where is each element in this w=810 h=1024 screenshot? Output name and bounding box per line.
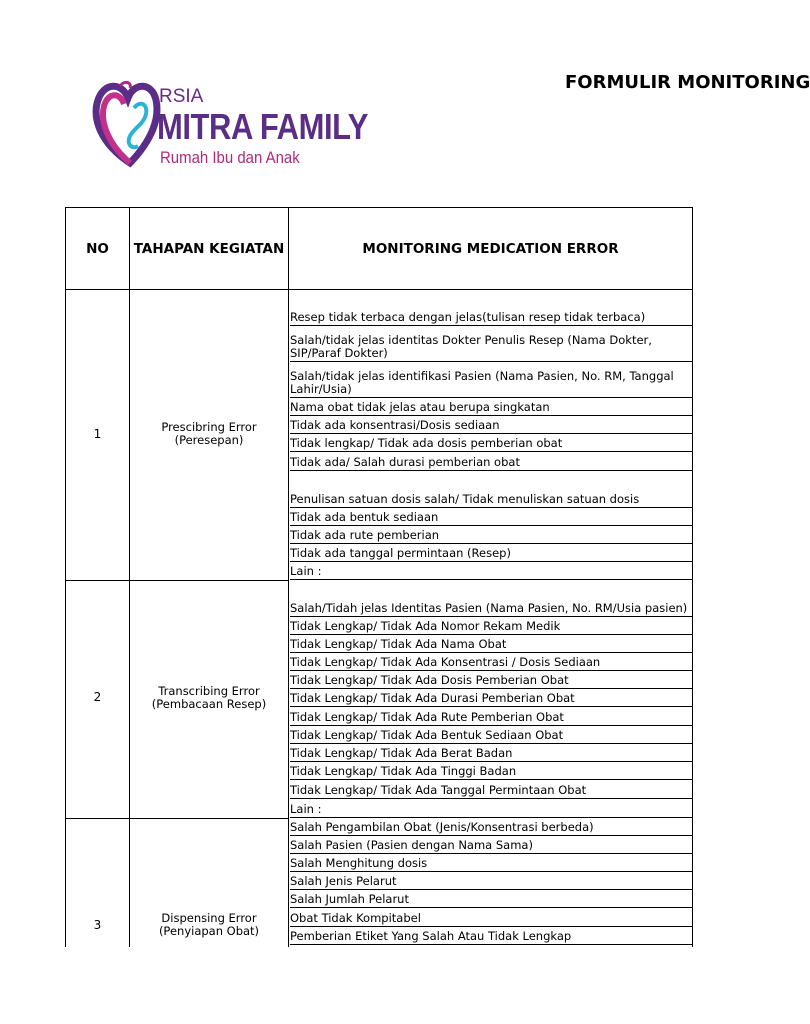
list-item: Salah/tidak jelas identitas Dokter Penulis Resep (Nama Dokter, SIP/Paraf Dokter)	[290, 326, 692, 362]
list-item: Resep tidak terbaca dengan jelas(tulisan resep tidak terbaca)	[290, 290, 692, 326]
stage-line: (Peresepan)	[174, 433, 244, 447]
list-item: Lain :	[290, 562, 692, 580]
list-item: Tidak Lengkap/ Tidak Ada Berat Badan	[290, 744, 692, 762]
list-item: Tidak Lengkap/ Tidak Ada Dosis Pemberian Obat	[290, 671, 692, 689]
header-stage: TAHAPAN KEGIATAN	[133, 240, 285, 257]
list-item: Salah/Tidah jelas Identitas Pasien (Nama Pasien, No. RM/Usia pasien)	[290, 580, 692, 617]
list-item: Salah/tidak jelas identifikasi Pasien (Nama Pasien, No. RM, Tanggal Lahir/Usia)	[290, 362, 692, 398]
page-title: FORMULIR MONITORING	[565, 72, 810, 93]
list-item: Tidak Lengkap/ Tidak Ada Nama Obat	[290, 635, 692, 653]
list-item: Penulisan satuan dosis salah/ Tidak menuliskan satuan dosis	[290, 471, 692, 508]
list-item: Tidak Lengkap/ Tidak Ada Tanggal Permintaan Obat	[290, 780, 692, 799]
section-no: 2	[93, 690, 102, 704]
list-item: Salah Pengambilan Obat (Jenis/Konsentrasi berbeda)	[290, 818, 692, 836]
list-item: Tidak ada konsentrasi/Dosis sediaan	[290, 416, 692, 434]
section-stage	[130, 685, 288, 711]
list-item: Salah Jenis Pelarut	[290, 872, 692, 890]
section-stage	[130, 912, 288, 938]
list-item: Tidak lengkap/ Tidak ada dosis pemberian obat	[290, 434, 692, 452]
list-item: Tidak Lengkap/ Tidak Ada Nomor Rekam Medik	[290, 617, 692, 635]
list-item: Tidak Lengkap/ Tidak Ada Durasi Pemberian Obat	[290, 689, 692, 707]
header-no: NO	[86, 240, 109, 257]
list-item: Tidak ada rute pemberian	[290, 526, 692, 544]
list-item: Tidak ada bentuk sediaan	[290, 508, 692, 526]
logo-small-text: RSIA	[159, 86, 204, 107]
logo-name-text: MITRA FAMILY	[157, 106, 368, 147]
list-item: Tidak Lengkap/ Tidak Ada Bentuk Sediaan Obat	[290, 726, 692, 744]
list-item: Salah Jumlah Pelarut	[290, 890, 692, 908]
stage-line: Prescibring Error	[161, 420, 257, 434]
header-monitoring: MONITORING MEDICATION ERROR	[362, 240, 619, 257]
section-no: 3	[93, 918, 102, 932]
list-item: Tidak Lengkap/ Tidak Ada Konsentrasi / Dosis Sediaan	[290, 653, 692, 671]
stage-line: (Penyiapan Obat)	[158, 924, 260, 938]
list-item: Nama obat tidak jelas atau berupa singkatan	[290, 398, 692, 416]
list-item: Tidak Lengkap/ Tidak Ada Rute Pemberian Obat	[290, 707, 692, 726]
list-item: Salah Pasien (Pasien dengan Nama Sama)	[290, 836, 692, 854]
list-item: Pemberian Etiket Yang Salah Atau Tidak Lengkap	[290, 927, 692, 945]
stage-line: Dispensing Error	[161, 911, 257, 925]
stage-line: Transcribing Error	[158, 684, 260, 698]
list-item: Tidak ada tanggal permintaan (Resep)	[290, 544, 692, 562]
list-item: Salah Menghitung dosis	[290, 854, 692, 872]
list-item: Tidak ada/ Salah durasi pemberian obat	[290, 452, 692, 471]
section-no: 1	[93, 427, 102, 441]
list-item: Tidak Lengkap/ Tidak Ada Tinggi Badan	[290, 762, 692, 780]
logo-tagline-text: Rumah Ibu dan Anak	[160, 148, 300, 167]
stage-line: (Pembacaan Resep)	[151, 697, 267, 711]
list-item: Obat Tidak Kompitabel	[290, 908, 692, 927]
list-item: Lain :	[290, 799, 692, 818]
section-stage	[130, 421, 288, 447]
